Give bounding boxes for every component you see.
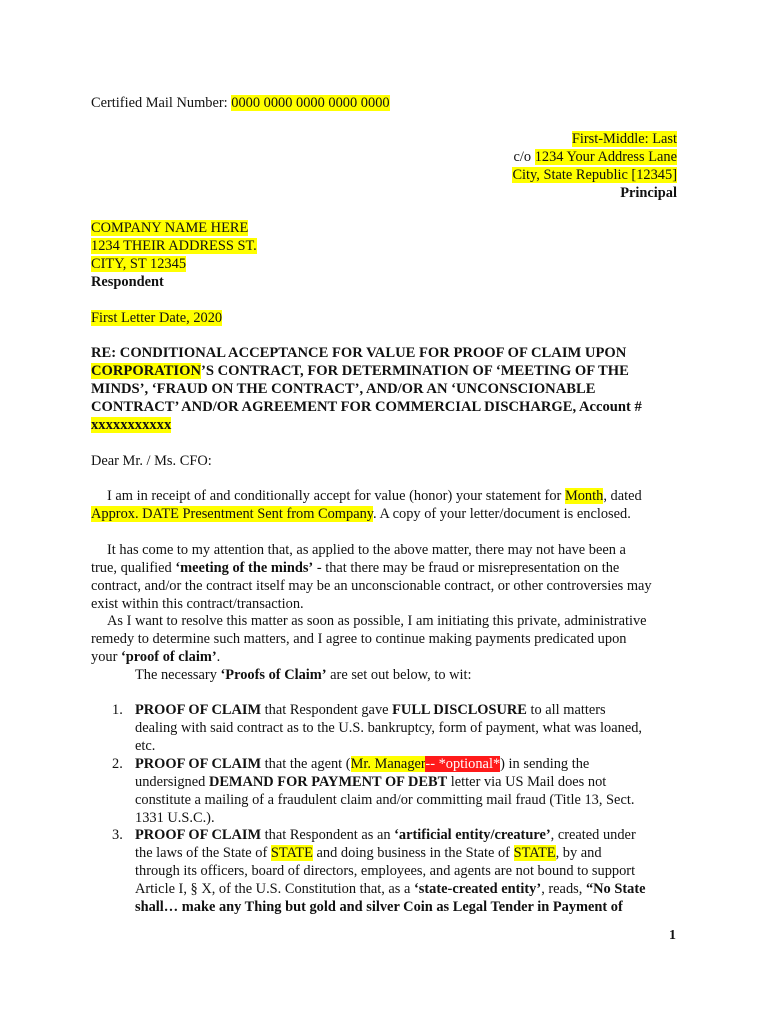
principal-address: 1234 Your Address Lane [534,149,677,165]
item-1-number: 1. [112,702,123,718]
principal-name: First-Middle: Last [571,131,677,147]
respondent-company-line [91,219,248,237]
para4-text-c: are set out below, to wit: [326,667,472,683]
item-2-line-1 [135,755,589,773]
item-3-number: 3. [112,827,123,843]
para3-text-a: your [91,649,121,665]
para3-line-2: remedy to determine such matters, and I agree to continue making payments predicated upon [91,631,627,647]
para1-line-2 [91,505,631,523]
respondent-company: COMPANY NAME HERE [91,220,249,236]
item-3-line-5: shall… make any Thing but gold and silver Coin as Legal Tender in Payment of [135,899,623,915]
item-2-line-4: 1331 U.S.C.). [135,810,215,826]
item-3-text-l2b: and doing business in the State of [312,845,514,861]
para1-date-highlight: Approx. DATE Presentment Sent from Company [91,506,374,522]
item-2-line-3: constitute a mailing of a fraudulent claim and/or committing mail fraud (Title 13, Sect. [135,792,635,808]
item-2-line-2 [135,773,606,791]
item-3-line-1 [135,826,636,844]
full-disclosure: FULL DISCLOSURE [392,702,527,718]
item-2-proof-label: PROOF OF CLAIM [135,756,262,772]
item-3-line-3: through its officers, board of directors, employees, and agents are not bound to support [135,863,636,879]
item-1-line-1 [135,701,606,719]
item-2-text-a: that the agent ( [261,756,351,772]
certified-mail-line [91,94,390,112]
item-1-line-2: dealing with said contract as to the U.S. bankruptcy, form of payment, what was loaned, [135,720,643,736]
certified-mail-label: Certified Mail Number: [91,95,232,111]
state-created-entity: ‘state-created entity’ [413,881,542,897]
item-3-text-l4a: Article I, § X, of the U.S. Constitution that, as a [135,881,414,897]
para2-text-c: - that there may be fraud or misrepresentation on the [313,560,620,576]
item-2-number: 2. [112,756,123,772]
demand-for-payment: DEMAND FOR PAYMENT OF DEBT [208,774,448,790]
para2-line-2 [91,559,619,577]
para4-line [135,666,472,684]
principal-city-line [512,166,677,184]
re-line-4: CONTRACT’ AND/OR AGREEMENT FOR COMMERCIAL DISCHARGE, Account # [91,399,642,415]
proof-of-claim-phrase: ‘proof of claim’ [120,649,217,665]
certified-mail-number: 0000 0000 0000 0000 0000 [231,95,390,111]
para4-text-a: The necessary [135,667,221,683]
proofs-of-claim-phrase: ‘Proofs of Claim’ [220,667,327,683]
para1-text: I am in receipt of and conditionally accept for value (honor) your statement for [107,488,565,504]
principal-city: City, State Republic [12345] [512,167,677,183]
respondent-address-line [91,237,257,255]
item-3-state-2: STATE [513,845,556,861]
artificial-entity: ‘artificial entity/creature’ [394,827,551,843]
item-2-manager: Mr. Manager [350,756,426,772]
item-2-text-l2a: undersigned [135,774,209,790]
item-3-text-l2a: the laws of the State of [135,845,271,861]
item-3-proof-label: PROOF OF CLAIM [135,827,262,843]
item-3-quote-start: “No State [585,881,646,897]
item-3-text-b: , created under [550,827,636,843]
re-line-1: RE: CONDITIONAL ACCEPTANCE FOR VALUE FOR PROOF OF CLAIM UPON [91,345,627,361]
re-corporation: CORPORATION [91,363,201,379]
principal-co-prefix: c/o [513,149,535,165]
principal-name-line [572,130,677,148]
para2-line-4: exist within this contract/transaction. [91,596,304,612]
para2-line-3: contract, and/or the contract itself may be an unconscionable contract, or other controversies may [91,578,652,594]
para1-month: Month [564,488,604,504]
re-account-number: xxxxxxxxxxx [91,417,172,433]
item-3-state-1: STATE [270,845,313,861]
item-1-proof-label: PROOF OF CLAIM [135,702,262,718]
re-account-line [91,416,171,434]
para2-text-a: true, qualified [91,560,176,576]
principal-address-line [514,148,678,166]
letter-date-year: 2020 [193,310,223,326]
re-line-3: MINDS’, ‘FRAUD ON THE CONTRACT’, AND/OR AN ‘UNCONSCIONABLE [91,381,596,397]
item-3-text-l2c: , by and [555,845,602,861]
respondent-city-line [91,255,186,273]
item-3-text-l4c: , reads, [541,881,586,897]
para1-line-1 [107,487,642,505]
para3-line-3 [91,648,220,666]
para2-line-1: It has come to my attention that, as applied to the above matter, there may not have been a [107,542,626,558]
para3-line-1: As I want to resolve this matter as soon as possible, I am initiating this private, administrative [107,613,647,629]
item-1-line-3: etc. [135,738,156,754]
letter-date-label: First Letter Date, [91,310,194,326]
item-3-text-a: that Respondent as an [261,827,395,843]
para1-line-2-end: . A copy of your letter/document is enclosed. [373,506,631,522]
respondent-city: CITY, ST 12345 [91,256,187,272]
item-3-line-2 [135,844,602,862]
respondent-role: Respondent [91,274,164,290]
re-line-2 [91,362,629,380]
page-number: 1 [669,928,676,943]
item-3-line-4 [135,880,646,898]
meeting-of-minds: ‘meeting of the minds’ [175,560,314,576]
principal-role: Principal [620,185,677,201]
item-1-text-b: to all matters [526,702,606,718]
item-1-text-a: that Respondent gave [261,702,393,718]
item-2-text-b: ) in sending the [500,756,590,772]
item-2-optional-tag: -- *optional* [425,756,501,772]
item-2-text-l2c: letter via US Mail does not [447,774,607,790]
para1-text-end: , dated [603,488,642,504]
re-line-2-rest: ’S CONTRACT, FOR DETERMINATION OF ‘MEETING OF THE [201,363,629,379]
salutation: Dear Mr. / Ms. CFO: [91,453,212,469]
letter-date-line [91,309,222,327]
para3-text-c: . [216,649,221,665]
respondent-address: 1234 THEIR ADDRESS ST. [91,238,257,254]
